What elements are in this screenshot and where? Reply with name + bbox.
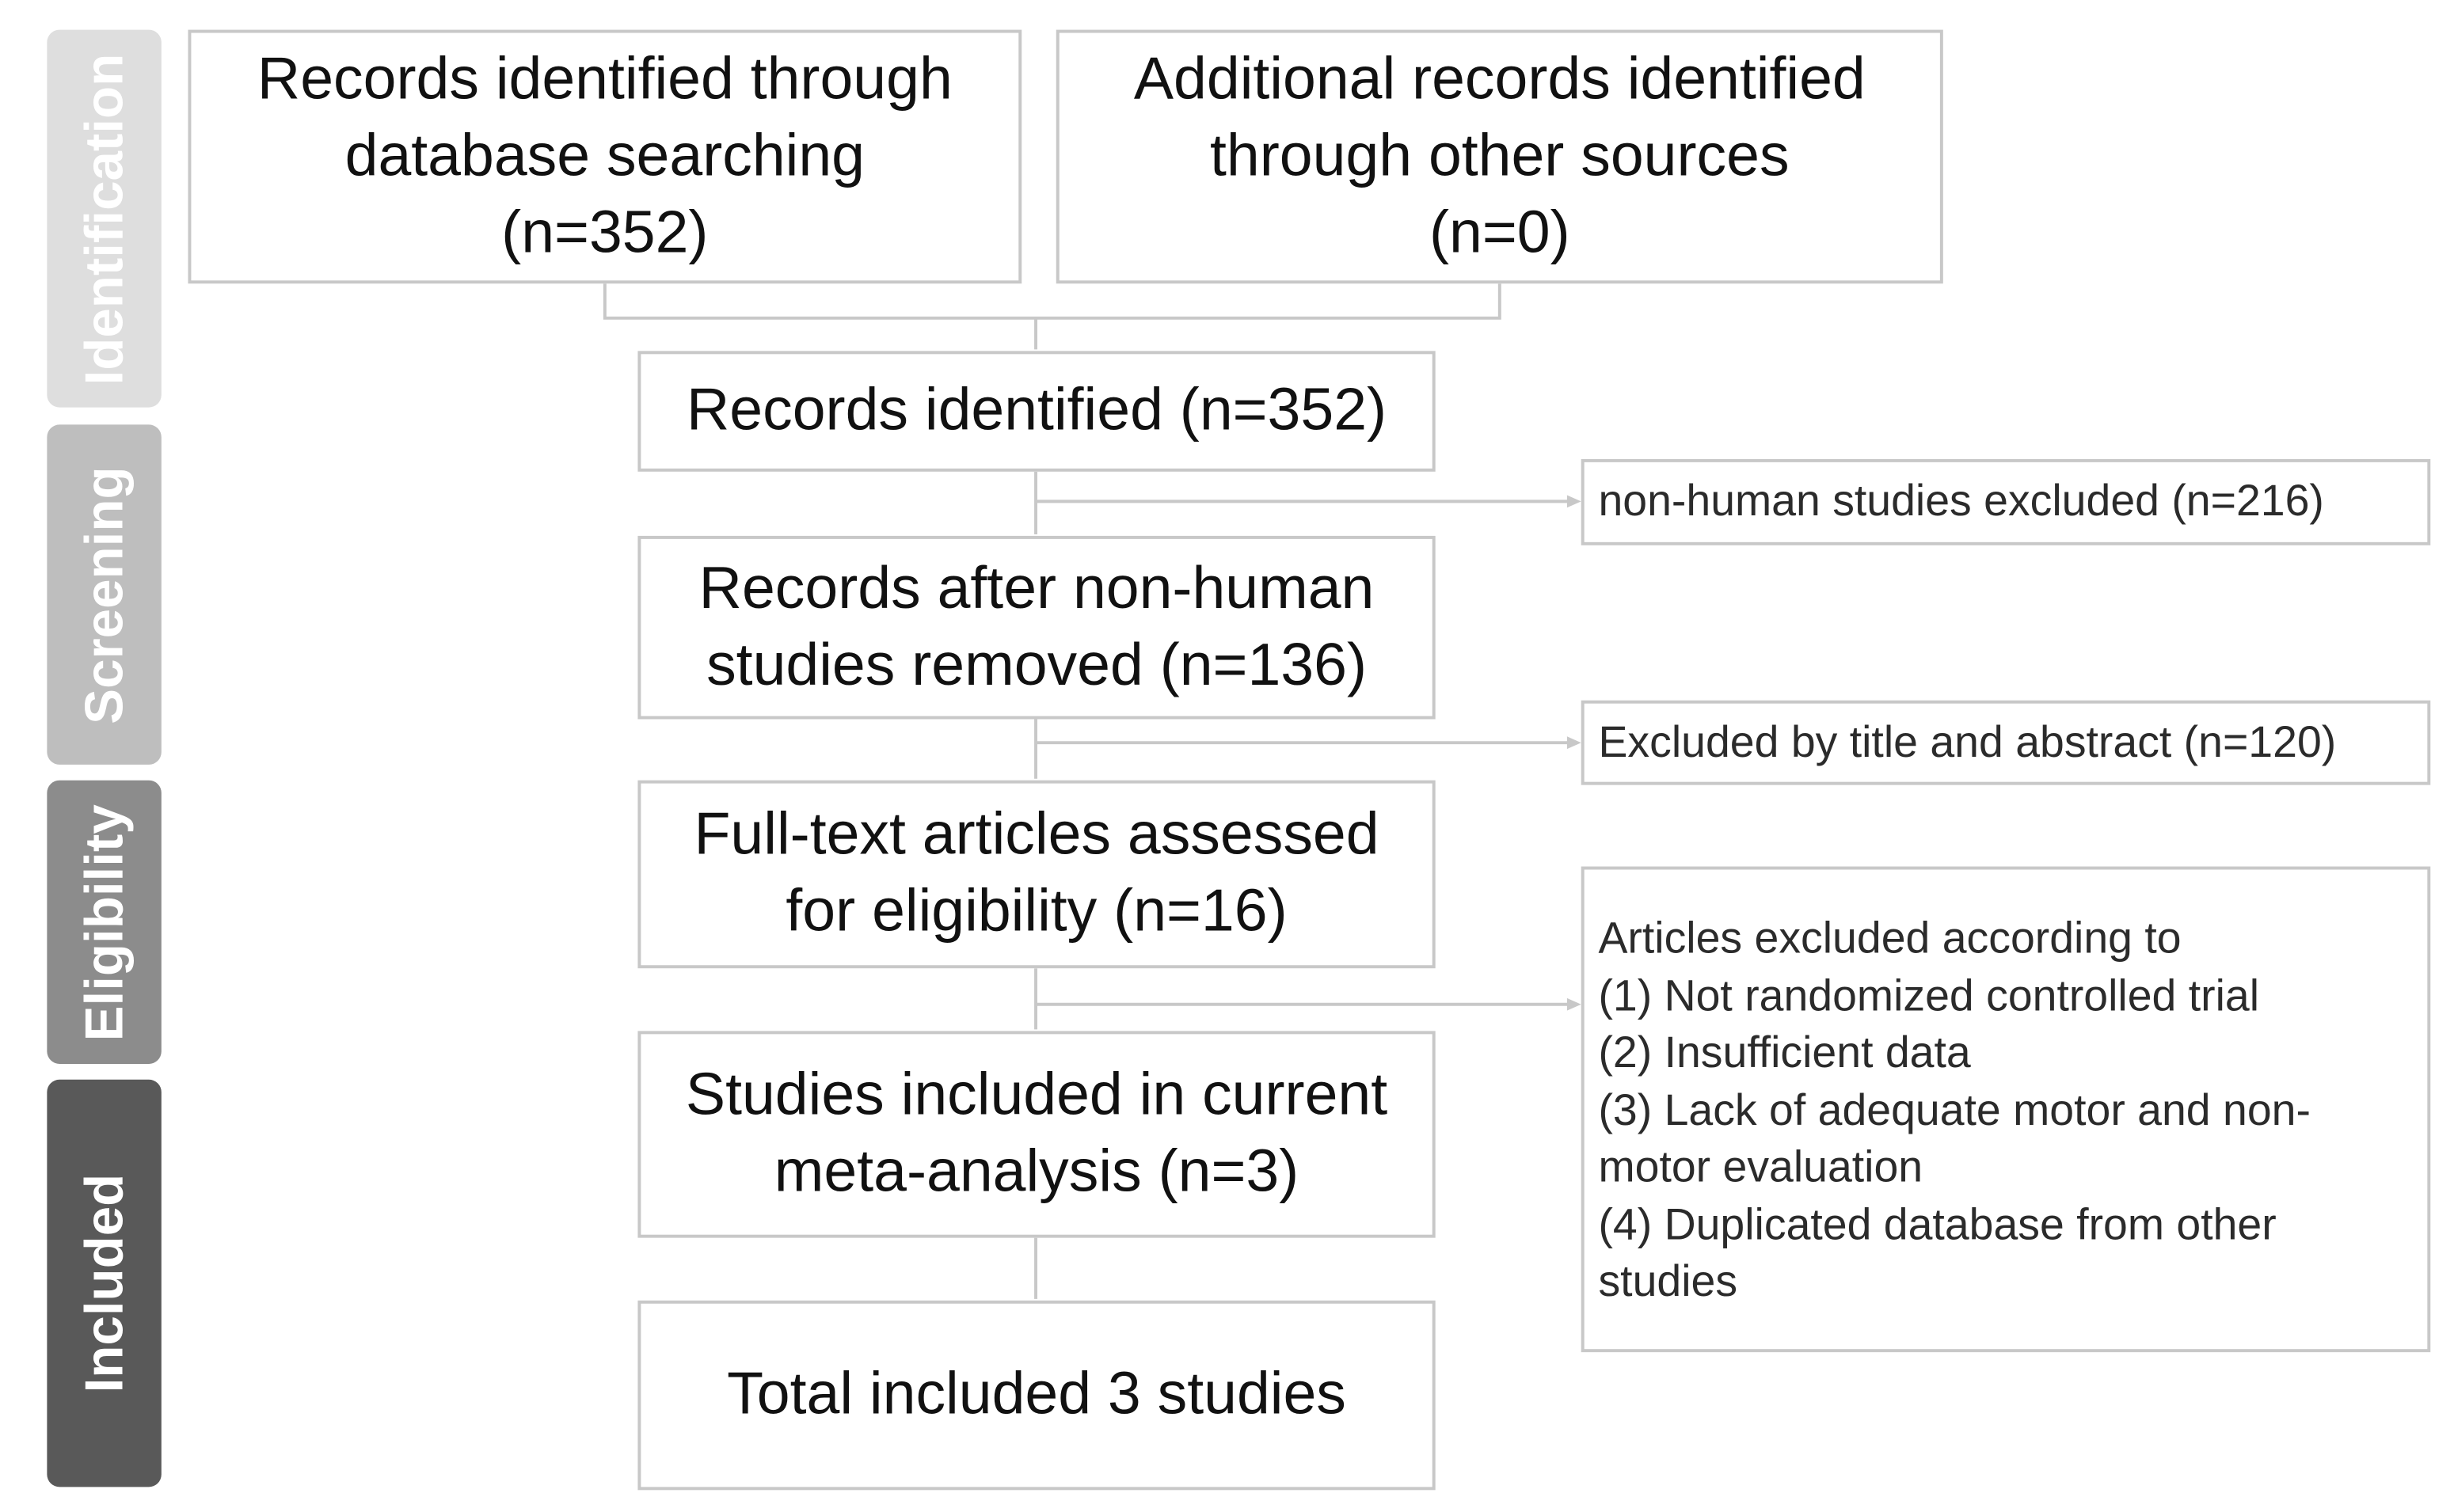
arrowhead [1567, 736, 1581, 749]
other-records-text: Additional records identified through other sources (n=0) [1133, 46, 1866, 266]
records-identified-box [637, 351, 1435, 471]
title-abstract-exclusion-text: Excluded by title and abstract (n=120) [1598, 717, 2337, 766]
records-identified-text: Records identified (n=352) [686, 378, 1387, 444]
title-abstract-exclusion-box [1581, 701, 2431, 785]
articles-exclusion-text: Articles excluded according to (1) Not randomized controlled trial (2) Insufficient data (3) Lack of adequate motor and non- motor evaluation (4) Duplicated database from other studies [1598, 913, 2311, 1305]
non-human-exclusion-text: non-human studies excluded (n=216) [1598, 477, 2324, 526]
stage-included [47, 1080, 161, 1487]
stage-identification [47, 30, 161, 408]
stage-included-label: Included [74, 1173, 135, 1393]
database-records-box [188, 30, 1022, 284]
merge-connector [605, 283, 1500, 318]
non-human-exclusion-box [1581, 459, 2431, 545]
total-included-text: Total included 3 studies [727, 1362, 1346, 1428]
database-records-text: Records identified through database searching (n=352) [257, 46, 953, 266]
stage-eligibility [47, 781, 161, 1064]
other-records-box [1056, 30, 1943, 284]
after-removal-text: Records after non-human studies removed (n=136) [698, 555, 1375, 698]
stage-eligibility-label: Eligibility [74, 803, 135, 1041]
studies-included-box [637, 1031, 1435, 1237]
stage-screening [47, 424, 161, 765]
full-text-text: Full-text articles assessed for eligibility (n=16) [694, 802, 1379, 945]
stage-screening-label: Screening [74, 465, 135, 724]
stage-identification-label: Identification [74, 52, 135, 385]
arrowhead [1567, 998, 1581, 1011]
arrowhead [1567, 495, 1581, 507]
articles-exclusion-box [1581, 867, 2431, 1353]
studies-included-text: Studies included in current meta-analysis (n=3) [685, 1062, 1388, 1206]
after-removal-box [637, 536, 1435, 720]
total-included-box [637, 1301, 1435, 1490]
full-text-box [637, 781, 1435, 969]
